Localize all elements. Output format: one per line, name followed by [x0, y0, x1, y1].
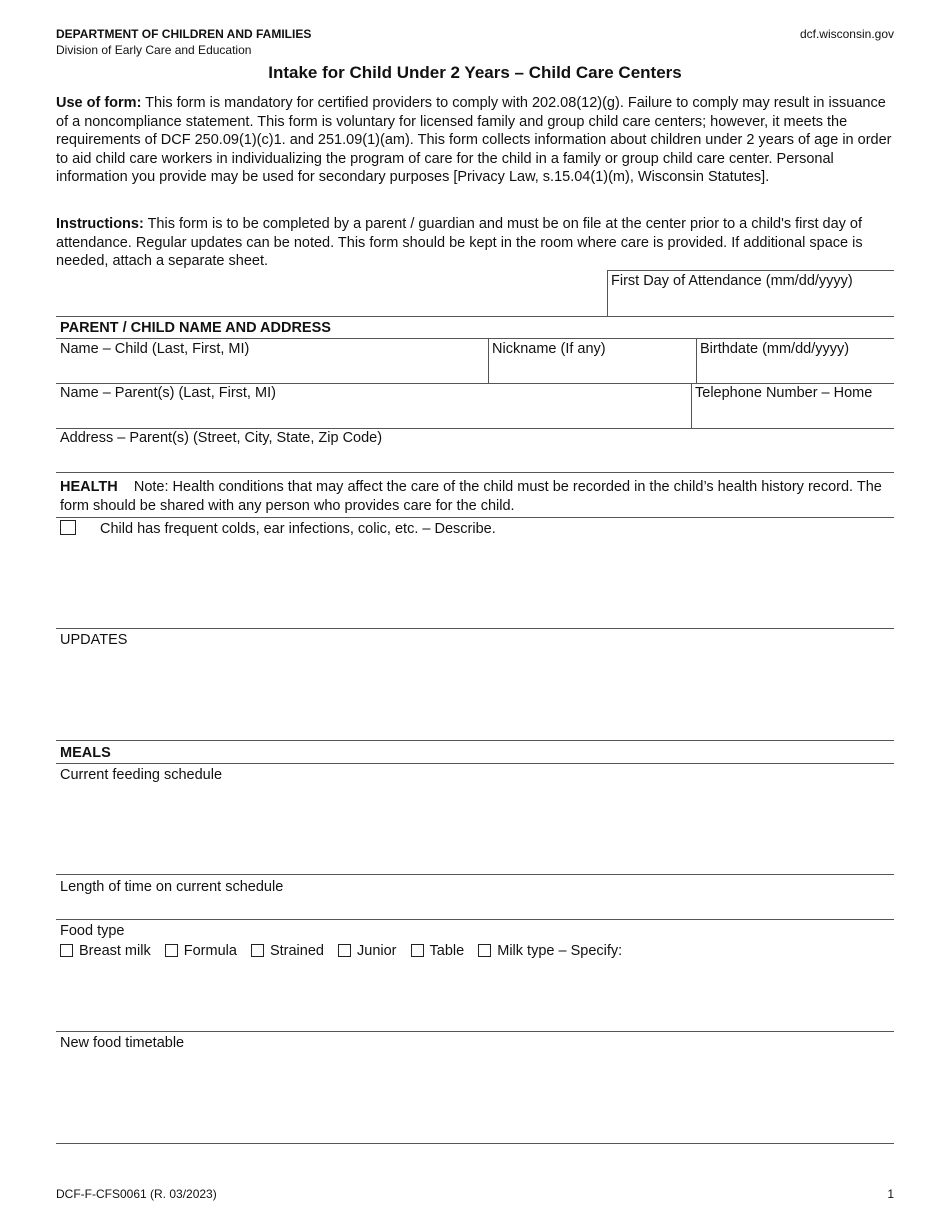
- milk-type-label: Milk type – Specify:: [497, 943, 623, 959]
- colds-description-field[interactable]: [57, 542, 893, 626]
- child-name-label: Name – Child (Last, First, MI): [60, 341, 250, 357]
- feeding-schedule-field[interactable]: [57, 786, 893, 872]
- updates-field[interactable]: [57, 650, 893, 738]
- food-option-breast-milk[interactable]: [60, 943, 151, 959]
- food-option-junior[interactable]: [338, 943, 397, 959]
- first-day-attendance-label: First Day of Attendance (mm/dd/yyyy): [611, 273, 853, 289]
- food-option-milk-type[interactable]: [478, 943, 622, 959]
- first-day-attendance-field[interactable]: [609, 292, 893, 314]
- table-checkbox[interactable]: [411, 944, 424, 957]
- schedule-length-label: Length of time on current schedule: [60, 879, 284, 895]
- colds-checkbox-label: Child has frequent colds, ear infections, colic, etc. – Describe.: [100, 521, 496, 537]
- formula-checkbox[interactable]: [165, 944, 178, 957]
- website-link[interactable]: dcf.wisconsin.gov: [799, 27, 894, 41]
- instructions-paragraph: [56, 215, 896, 271]
- address-label: Address – Parent(s) (Street, City, State, Zip Code): [60, 430, 383, 446]
- table-label: Table: [429, 943, 465, 959]
- meals-section-title: MEALS: [60, 745, 111, 761]
- strained-checkbox[interactable]: [251, 944, 264, 957]
- milk-type-checkbox[interactable]: [478, 944, 491, 957]
- birthdate-label: Birthdate (mm/dd/yyyy): [700, 341, 850, 357]
- colds-checkbox[interactable]: [60, 520, 76, 535]
- page-number: 1: [887, 1187, 894, 1201]
- junior-checkbox[interactable]: [338, 944, 351, 957]
- milk-type-specify-field[interactable]: [57, 965, 893, 1029]
- health-note-text: Note: Health conditions that may affect the care of the child must be recorded in the child’s health history record. The form should be shared with any person who provides care for the child.: [60, 479, 882, 514]
- form-code: DCF-F-CFS0061 (R. 03/2023): [56, 1187, 217, 1201]
- food-type-label: Food type: [60, 923, 125, 939]
- instructions-text: This form is to be completed by a parent / guardian and must be on file at the center prior to a child's first day of attendance. Regular updates can be noted. This form should be kept in the room where care is provided. If additional space is needed, attach a separate sheet.: [56, 216, 863, 269]
- food-option-strained[interactable]: [251, 943, 324, 959]
- birthdate-field[interactable]: [698, 358, 893, 382]
- telephone-home-field[interactable]: [693, 403, 893, 427]
- division-name: Division of Early Care and Education: [56, 43, 252, 57]
- parent-name-field[interactable]: [57, 403, 689, 427]
- strained-label: Strained: [269, 943, 324, 959]
- food-option-formula[interactable]: [165, 943, 237, 959]
- parent-name-label: Name – Parent(s) (Last, First, MI): [60, 385, 276, 401]
- colds-row: [60, 520, 496, 537]
- schedule-length-field[interactable]: [57, 897, 893, 917]
- health-section-title: HEALTH: [60, 479, 118, 495]
- junior-label: Junior: [357, 943, 397, 959]
- health-note: [60, 478, 892, 515]
- food-type-options: [60, 943, 632, 959]
- breast-milk-checkbox[interactable]: [60, 944, 73, 957]
- nickname-field[interactable]: [490, 358, 694, 382]
- use-of-form-paragraph: [56, 94, 896, 187]
- parent-child-section-title: PARENT / CHILD NAME AND ADDRESS: [60, 320, 331, 336]
- nickname-label: Nickname (If any): [492, 341, 606, 357]
- use-of-form-label: Use of form:: [56, 95, 142, 111]
- form-title: Intake for Child Under 2 Years – Child Care Centers: [268, 63, 682, 82]
- telephone-home-label: Telephone Number – Home: [695, 385, 873, 401]
- instructions-label: Instructions:: [56, 216, 144, 232]
- new-food-timetable-label: New food timetable: [60, 1035, 185, 1051]
- formula-label: Formula: [183, 943, 237, 959]
- address-field[interactable]: [57, 448, 893, 472]
- child-name-field[interactable]: [57, 358, 486, 382]
- food-option-table[interactable]: [411, 943, 465, 959]
- feeding-schedule-label: Current feeding schedule: [60, 767, 223, 783]
- breast-milk-label: Breast milk: [79, 943, 151, 959]
- department-name: DEPARTMENT OF CHILDREN AND FAMILIES: [56, 27, 312, 41]
- use-of-form-text: This form is mandatory for certified providers to comply with 202.08(12)(g). Failure to comply may result in issuance of a noncompliance statement. This form is voluntary for licensed family and group child care centers; however, it meets the requirements of DCF 250.09(1)(c)1. and 251.09(1)(am). This form collects information about children under 2 years of age in order to aid child care workers in individualizing the program of care for the child in a family or group child care center. Personal information you provide may be used for secondary purposes [Privacy Law, s.15.04(1)(m), Wisconsin Statutes].: [56, 95, 892, 185]
- new-food-timetable-field[interactable]: [57, 1054, 893, 1140]
- updates-label: UPDATES: [60, 632, 128, 648]
